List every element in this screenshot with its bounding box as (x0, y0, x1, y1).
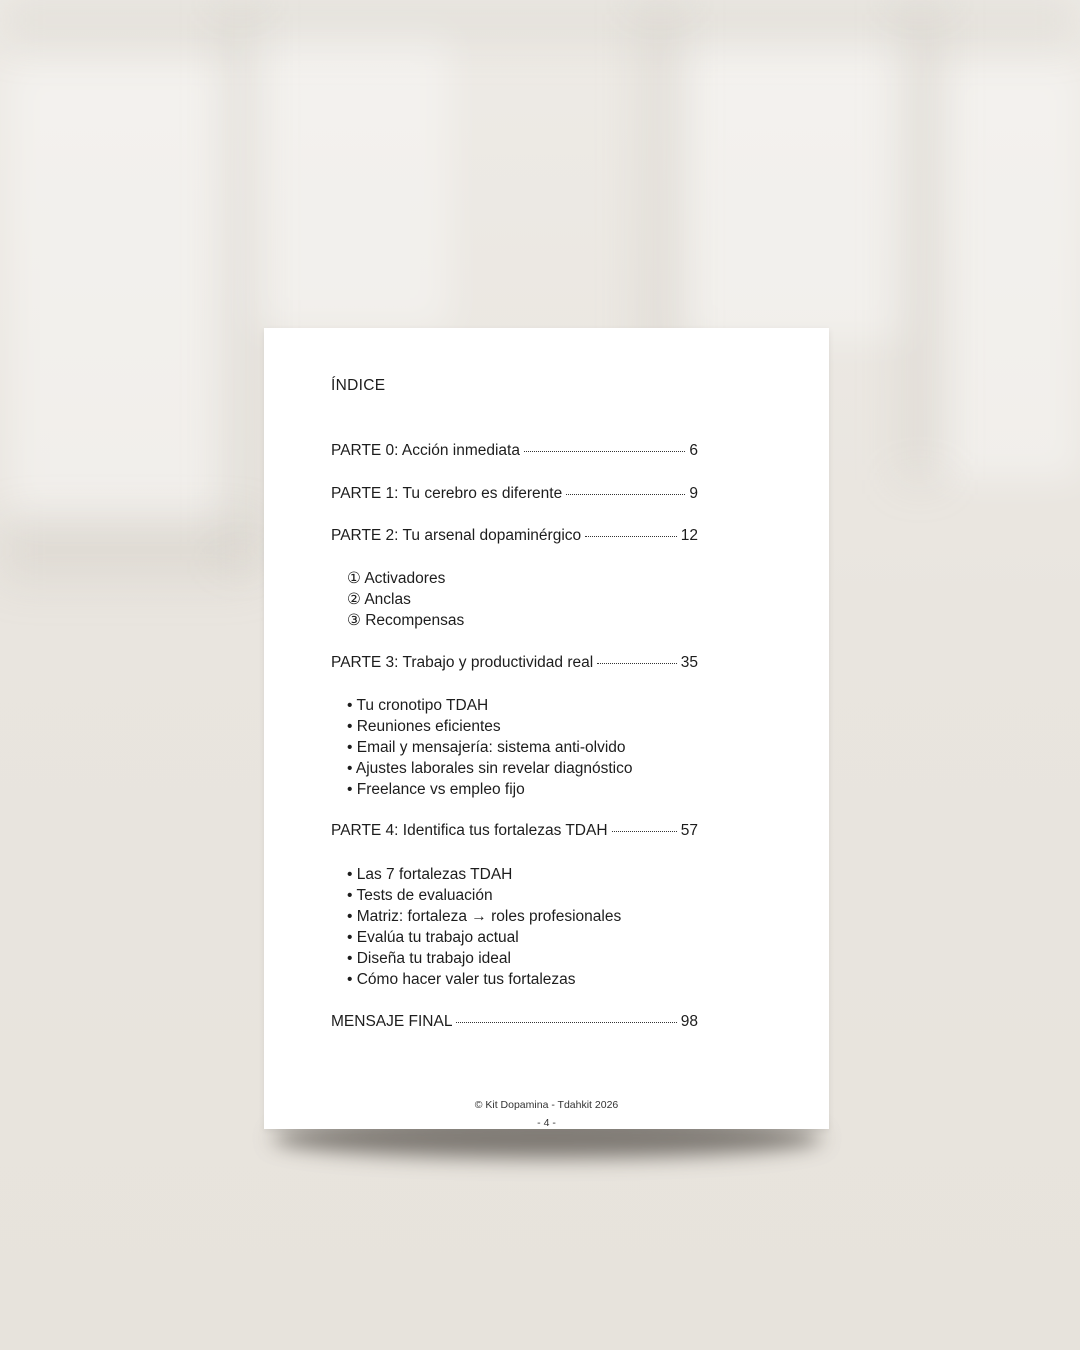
toc-leader-dots (612, 831, 677, 832)
window-light-left (10, 60, 230, 520)
list-item: • Matriz: fortaleza → roles profesionales (347, 908, 622, 925)
toc-entry-page: 57 (680, 822, 698, 839)
toc-entry-parte-2[interactable] (331, 527, 698, 545)
window-light-far-right (940, 60, 1080, 480)
list-item: • Tests de evaluación (347, 887, 493, 904)
toc-entry-label: PARTE 2: Tu arsenal dopaminérgico (331, 527, 582, 544)
list-item: • Freelance vs empleo fijo (347, 781, 525, 798)
list-item: • Las 7 fortalezas TDAH (347, 866, 513, 883)
toc-leader-dots (585, 536, 677, 537)
toc-entry-label: PARTE 0: Acción inmediata (331, 442, 520, 459)
toc-leader-dots (597, 663, 677, 664)
parte-3-sublist (347, 695, 632, 800)
wall-shade-frame-1 (225, 0, 255, 560)
toc-leader-dots (566, 494, 685, 495)
list-item: • Ajustes laborales sin revelar diagnóstico (347, 760, 633, 777)
toc-entry-label: PARTE 1: Tu cerebro es diferente (331, 485, 563, 502)
footer-page-number: - 4 - (537, 1117, 556, 1129)
parte-4-sublist (347, 864, 621, 990)
list-item: ① Activadores (347, 570, 446, 587)
document-page (264, 328, 829, 1129)
toc-leader-dots (456, 1022, 676, 1023)
window-light-center (250, 30, 450, 330)
toc-entry-mensaje-final[interactable] (331, 1013, 698, 1031)
footer-copyright: © Kit Dopamina - Tdahkit 2026 (474, 1099, 619, 1111)
toc-entry-label: PARTE 3: Trabajo y productividad real (331, 654, 594, 671)
list-item: • Reuniones eficientes (347, 718, 501, 735)
wall-shade-sill (0, 520, 260, 580)
list-item: • Email y mensajería: sistema anti-olvido (347, 739, 626, 756)
list-item: • Evalúa tu trabajo actual (347, 929, 519, 946)
toc-entry-label: MENSAJE FINAL (331, 1013, 453, 1030)
toc-entry-parte-0[interactable] (331, 442, 698, 460)
toc-entry-parte-3[interactable] (331, 654, 698, 672)
wall-shade-frame-3 (900, 0, 940, 480)
parte-2-sublist (347, 568, 464, 631)
toc-entry-page: 98 (680, 1013, 698, 1030)
list-item: • Tu cronotipo TDAH (347, 697, 489, 714)
toc-entry-parte-1[interactable] (331, 485, 698, 503)
list-item: ③ Recompensas (347, 612, 465, 629)
list-item: • Diseña tu trabajo ideal (347, 950, 511, 967)
toc-entry-page: 12 (680, 527, 698, 544)
toc-entry-parte-4[interactable] (331, 822, 698, 840)
index-title: ÍNDICE (331, 377, 386, 394)
list-item: • Cómo hacer valer tus fortalezas (347, 971, 576, 988)
window-light-right (680, 40, 910, 340)
toc-entry-page: 6 (689, 442, 698, 459)
list-item: ② Anclas (347, 591, 411, 608)
toc-leader-dots (524, 451, 685, 452)
toc-entry-label: PARTE 4: Identifica tus fortalezas TDAH (331, 822, 608, 839)
toc-entry-page: 9 (689, 485, 698, 502)
toc-entry-page: 35 (680, 654, 698, 671)
